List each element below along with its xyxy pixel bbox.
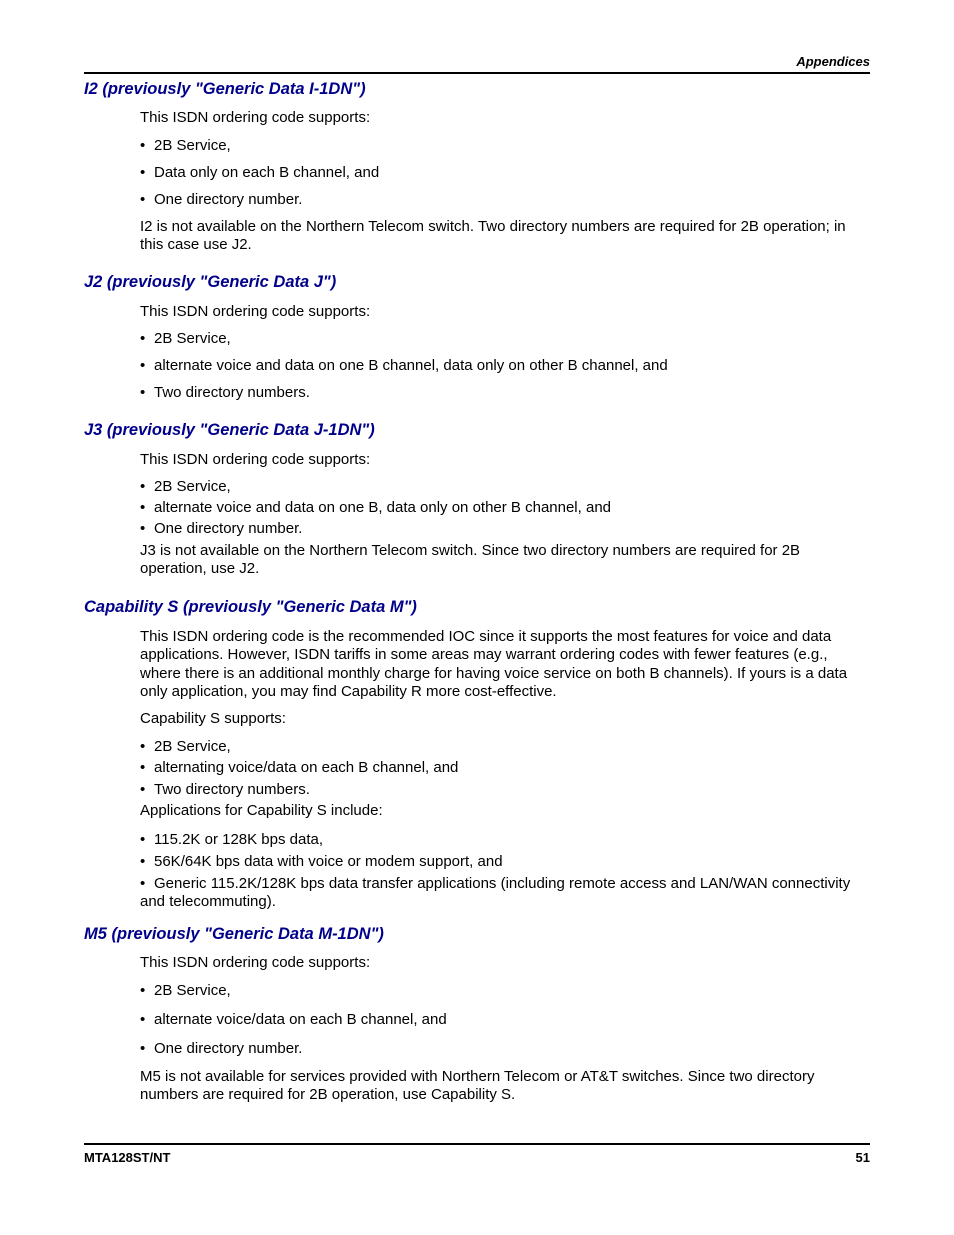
section-heading-j3: J3 (previously "Generic Data J-1DN"): [84, 421, 375, 439]
bullet-icon: •: [140, 356, 146, 374]
list-item: • alternating voice/data on each B channel, and: [140, 759, 459, 776]
list-item: • Two directory numbers.: [140, 383, 310, 401]
page-number: 51: [855, 1150, 870, 1165]
intro-text: This ISDN ordering code supports:: [140, 109, 371, 126]
section-body-j3: [140, 451, 870, 579]
running-title: Appendices: [796, 54, 870, 69]
list-item: • 56K/64K bps data with voice or modem support, and: [140, 852, 503, 870]
section-heading-capability-s: Capability S (previously "Generic Data M"): [84, 597, 417, 616]
section-body-m5: [140, 954, 870, 1105]
note-text: I2 is not available on the Northern Telecom switch. Two directory numbers are required for 2B operation; in this case use J2.: [140, 217, 846, 253]
bullet-icon: •: [140, 737, 146, 755]
list-item: • alternate voice and data on one B channel, data only on other B channel, and: [140, 356, 668, 374]
list-item: • 2B Service,: [140, 737, 231, 755]
bullet-icon: •: [140, 329, 146, 347]
list-item: • One directory number.: [140, 1039, 303, 1057]
bullet-icon: •: [140, 780, 146, 798]
bullet-icon: •: [140, 520, 146, 537]
section-body-i2: [140, 109, 870, 255]
list-item: • 2B Service,: [140, 981, 231, 999]
page-header: [84, 52, 870, 74]
bullet-icon: •: [140, 874, 146, 892]
list-item: • 115.2K or 128K bps data,: [140, 830, 324, 848]
list-item: • Two directory numbers.: [140, 780, 310, 798]
section-heading-j2: J2 (previously "Generic Data J"): [84, 272, 337, 291]
intro-text: This ISDN ordering code supports:: [140, 451, 371, 468]
bullet-icon: •: [140, 163, 146, 181]
list-item: • alternate voice/data on each B channel, and: [140, 1010, 447, 1028]
bullet-icon: •: [140, 981, 146, 999]
intro-text: Capability S supports:: [140, 710, 286, 727]
note-text: J3 is not available on the Northern Telecom switch. Since two directory numbers are required for 2B operation, use J2.: [140, 541, 801, 577]
intro-text: Applications for Capability S include:: [140, 802, 383, 819]
page-footer: [84, 1143, 870, 1165]
section-heading-i2: I2 (previously "Generic Data I-1DN"): [84, 80, 366, 98]
intro-text: This ISDN ordering code supports:: [140, 953, 371, 971]
bullet-icon: •: [140, 830, 146, 848]
bullet-icon: •: [140, 1010, 146, 1028]
bullet-icon: •: [140, 190, 146, 208]
section-body-j2: [140, 303, 870, 403]
bullet-icon: •: [140, 136, 146, 154]
list-item: • 2B Service,: [140, 478, 231, 495]
document-id: MTA128ST/NT: [84, 1150, 171, 1165]
list-item: • Generic 115.2K/128K bps data transfer applications (including remote access and LAN/WAN connectivity and telecommuting).: [140, 874, 851, 910]
list-item: • One directory number.: [140, 520, 303, 537]
intro-text: This ISDN ordering code supports:: [140, 302, 371, 320]
bullet-icon: •: [140, 1039, 146, 1057]
section-body-capability-s: [140, 628, 870, 912]
list-item: • 2B Service,: [140, 329, 231, 347]
bullet-icon: •: [140, 499, 146, 516]
note-text: M5 is not available for services provided with Northern Telecom or AT&T switches. Since two directory numbers are required for 2B operation, use Capability S.: [140, 1067, 815, 1103]
list-item: • One directory number.: [140, 190, 303, 208]
bullet-icon: •: [140, 852, 146, 870]
page-content: [84, 79, 870, 1105]
section-heading-m5: M5 (previously "Generic Data M-1DN"): [84, 924, 384, 943]
list-item: • 2B Service,: [140, 136, 231, 154]
bullet-icon: •: [140, 759, 146, 776]
description-text: This ISDN ordering code is the recommended IOC since it supports the most features for voice and data applications. However, ISDN tariffs in some areas may warrant ordering codes with fewer features (e.g., where there is an additional monthly charge for having voice service on both B channels). If yours is a data only application, you may find Capability R more cost-effective.: [140, 627, 848, 700]
bullet-icon: •: [140, 478, 146, 495]
list-item: • alternate voice and data on one B, data only on other B channel, and: [140, 499, 612, 516]
list-item: • Data only on each B channel, and: [140, 163, 380, 181]
bullet-icon: •: [140, 383, 146, 401]
